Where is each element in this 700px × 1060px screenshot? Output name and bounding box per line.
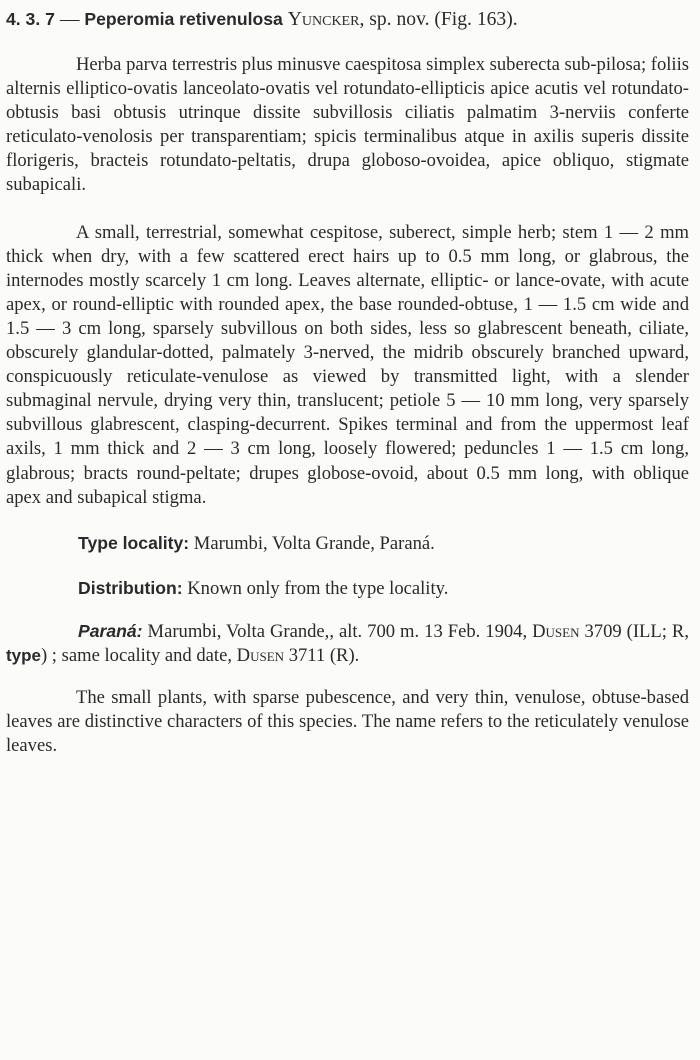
specimen-part1: Marumbi, Volta Grande,, alt. 700 m. 13 Feb. 1904, <box>147 620 528 642</box>
type-locality-value: Marumbi, Volta Grande, Paraná. <box>193 532 435 554</box>
remarks: The small plants, with sparse pubescence, and very thin, venulose, obtuse-based leaves are distinctive characters of this species. The name refers to the reticulately venulose leaves. <box>6 687 689 757</box>
distribution <box>6 576 689 601</box>
type-word: type <box>6 645 41 665</box>
specimen-part4: 3711 (R). <box>288 644 360 666</box>
type-locality-label: Type locality: <box>78 532 190 553</box>
latin-description: Herba parva terrestris plus minusve caespitosa simplex suberecta sub-pilosa; foliis alternis elliptico-ovatis lanceolato-ovatis vel rotundato-ellipticis apice acutis vel rotundato-obtusis basi obtusis utrinque dissite subvillosis ciliatis palmatim 3-nerviis conferte reticulato-venolosis per transparentiam; spicis terminalibus atque in axilis superis dissite florigeris, bracteis rotundato-peltatis, drupa globoso-ovoidea, apice obliquo, stigmate subapicali. <box>6 54 689 196</box>
heading-rest: , sp. nov. (Fig. 163). <box>359 9 518 30</box>
specimen-citation <box>6 619 689 668</box>
type-locality <box>6 531 689 556</box>
distribution-label: Distribution: <box>78 577 183 598</box>
specimen-state-label: Paraná: <box>78 620 143 641</box>
collector-name-2: Dusen <box>236 644 285 666</box>
section-number: 4. 3. 7 <box>6 9 55 29</box>
collector-name: Dusen <box>532 620 580 642</box>
species-heading <box>6 6 689 33</box>
english-description: A small, terrestrial, somewhat cespitose, suberect, simple herb; stem 1 — 2 mm thick when dry, with a few scattered erect hairs up to 0.5 mm long, or glabrous, the internodes mostly scarcely 1 cm long. Leaves alternate, elliptic- or lance-ovate, with acute apex, or round-elliptic with rounded apex, the base rounded-obtuse, 1 — 1.5 cm wide and 1.5 — 3 cm long, sparsely subvillous on both sides, less so glabrescent beneath, ciliate, obscurely glandular-dotted, palmately 3-nerved, the midrib obscurely branched upward, conspicuously reticulate-venulose as viewed by transmitted light, with a slender submaginal nervule, drying very thin, translucent; petiole 5 — 10 mm long, very sparsely subvillous glabrescent, clasping-decurrent. Spikes terminal and from the uppermost leaf axils, 1 mm thick and 2 — 3 cm long, loosely flowered; peduncles 1 — 1.5 cm long, glabrous; bracts round-peltate; drupes globose-ovoid, about 0.5 mm long, with oblique apex and subapical stigma. <box>6 221 689 508</box>
specimen-part3: ) ; same locality and date, <box>40 644 232 666</box>
species-name: Peperomia retivenulosa <box>84 9 283 29</box>
species-author: Yuncker <box>287 9 360 30</box>
heading-dash: — <box>59 9 80 30</box>
specimen-part2: 3709 (ILL; R, <box>584 620 689 642</box>
distribution-value: Known only from the type locality. <box>187 577 449 599</box>
